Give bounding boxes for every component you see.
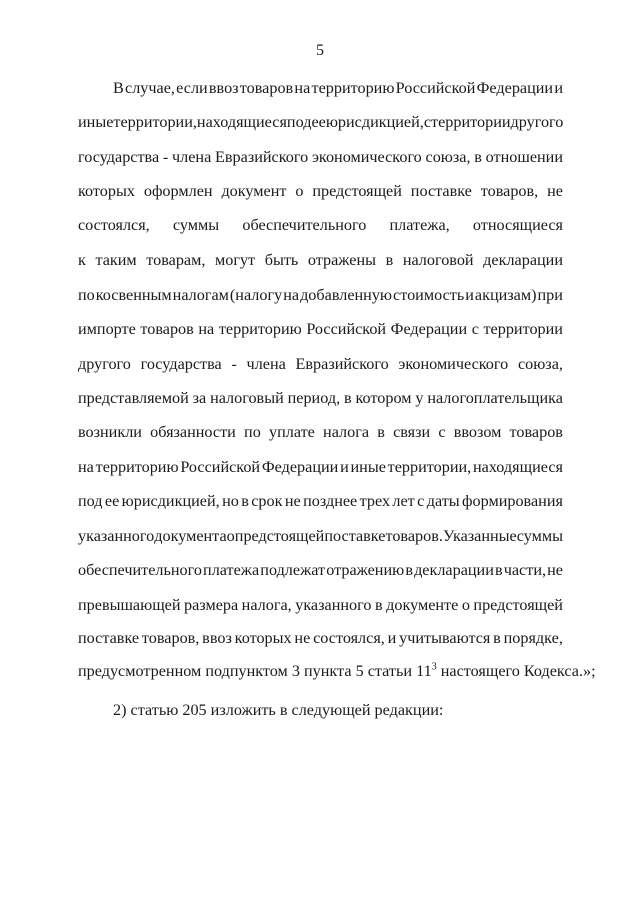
paragraph-1-line: превышающей размера налога, указанного в документе о предстоящей [78, 596, 563, 614]
paragraph-1-line: представляемой за налоговый период, в котором у налогоплательщика [78, 389, 563, 407]
page-number: 5 [316, 42, 324, 59]
paragraph-1-line: под ее юрисдикцией, но в срок не позднее трех лет с даты формирования [78, 492, 563, 510]
paragraph-2: 2) статью 205 изложить в следующей редакции: [113, 701, 444, 719]
paragraph-1-line: поставке товаров, ввоз которых не состоялся, и учитываются в порядке, [78, 629, 563, 647]
paragraph-1-line: по косвенным налогам (налогу на добавленную стоимость и акцизам) при [78, 286, 563, 304]
paragraph-1-line: В случае, если ввоз товаров на территорию Российской Федерации и [113, 79, 563, 97]
last-line-tail: настоящего Кодекса.»; [436, 662, 596, 680]
paragraph-1-line: на территорию Российской Федерации и иные территории, находящиеся [78, 458, 563, 476]
paragraph-1-line: состоялся, суммы обеспечительного платежа, относящиеся [78, 216, 563, 234]
paragraph-1-line: которых оформлен документ о предстоящей поставке товаров, не [78, 182, 563, 200]
paragraph-1-line: к таким товарам, могут быть отражены в налоговой декларации [78, 251, 563, 269]
paragraph-1-line: государства - члена Евразийского экономического союза, в отношении [78, 148, 563, 166]
paragraph-1-line: другого государства - члена Евразийского экономического союза, [78, 355, 563, 373]
article-superscript: 3 [431, 661, 437, 673]
paragraph-1-last-line [78, 661, 596, 681]
paragraph-1-line: указанного документа о предстоящей поставке товаров. Указанные суммы [78, 527, 563, 545]
paragraph-1-line: обеспечительного платежа подлежат отражению в декларации в части, не [78, 561, 563, 579]
paragraph-1-line: импорте товаров на территорию Российской Федерации с территории [78, 320, 563, 338]
last-line-text: предусмотренном подпунктом 3 пункта 5 статьи 11 [78, 662, 432, 680]
paragraph-1-line: иные территории, находящиеся под ее юрисдикцией, с территории другого [78, 113, 564, 131]
paragraph-1-line: возникли обязанности по уплате налога в связи с ввозом товаров [78, 423, 563, 441]
